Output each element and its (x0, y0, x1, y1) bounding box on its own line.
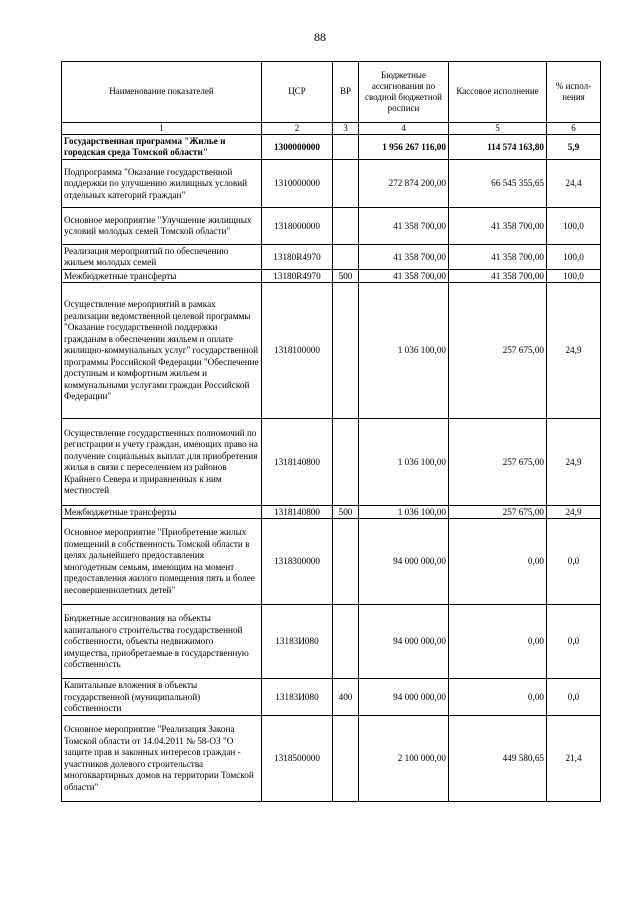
row-percent: 24,9 (547, 506, 601, 519)
row-csr: 1318140800 (262, 506, 333, 519)
row-name: Бюджетные ассигнования на объекты капитального строительства государственной собственности, объекты недвижимого имущества, приобретаемые в государственную собственность (62, 605, 262, 679)
row-csr: 13180R4970 (262, 245, 333, 270)
row-cash: 0,00 (449, 679, 547, 716)
row-cash: 66 545 355,65 (449, 160, 547, 208)
row-name: Осуществление мероприятий в рамках реализации ведомственной целевой программы "Оказание государственной поддержки гражданам в обеспечении жильем и оплате жилищно-коммунальных услуг" государственной программы Российской Федерации "Обеспечение доступным и комфортным жильем и коммунальными услугами граждан Российской Федерации" (62, 283, 262, 419)
budget-execution-table (61, 61, 601, 802)
row-budget: 2 100 000,00 (359, 716, 449, 802)
column-number: 5 (449, 123, 547, 135)
row-vr (333, 208, 359, 245)
row-vr (333, 605, 359, 679)
header-percent: % испол-нения (547, 62, 601, 123)
row-csr: 1318000000 (262, 208, 333, 245)
row-percent: 0,0 (547, 679, 601, 716)
header-row (62, 62, 601, 123)
column-number: 6 (547, 123, 601, 135)
row-percent: 100,0 (547, 270, 601, 283)
row-budget: 41 358 700,00 (359, 208, 449, 245)
row-vr: 500 (333, 270, 359, 283)
row-csr: 1318300000 (262, 519, 333, 605)
row-csr: 13180R4970 (262, 270, 333, 283)
row-budget: 272 874 200,00 (359, 160, 449, 208)
row-vr (333, 135, 359, 160)
row-percent: 24,9 (547, 283, 601, 419)
table-row (62, 245, 601, 270)
row-vr: 500 (333, 506, 359, 519)
table-row (62, 208, 601, 245)
row-csr: 1318100000 (262, 283, 333, 419)
row-budget: 1 956 267 116,00 (359, 135, 449, 160)
row-name: Межбюджетные трансферты (62, 506, 262, 519)
table-row (62, 716, 601, 802)
row-cash: 41 358 700,00 (449, 270, 547, 283)
row-cash: 449 580,65 (449, 716, 547, 802)
header-budget: Бюджетные ассигнования по сводной бюджетной росписи (359, 62, 449, 123)
row-budget: 41 358 700,00 (359, 270, 449, 283)
table-row (62, 519, 601, 605)
header-vr: ВР (333, 62, 359, 123)
row-name: Государственная программа "Жилье и городская среда Томской области" (62, 135, 262, 160)
row-vr (333, 283, 359, 419)
table-row (62, 419, 601, 506)
row-percent: 24,4 (547, 160, 601, 208)
row-name: Капитальные вложения в объекты государственной (муниципальной) собственности (62, 679, 262, 716)
table-row (62, 135, 601, 160)
column-number: 4 (359, 123, 449, 135)
row-vr (333, 245, 359, 270)
row-cash: 0,00 (449, 605, 547, 679)
row-cash: 41 358 700,00 (449, 208, 547, 245)
row-percent: 0,0 (547, 519, 601, 605)
row-cash: 257 675,00 (449, 283, 547, 419)
row-cash: 114 574 163,80 (449, 135, 547, 160)
row-name: Основное мероприятие "Улучшение жилищных условий молодых семей Томской области" (62, 208, 262, 245)
row-percent: 24,9 (547, 419, 601, 506)
page-number: 88 (314, 30, 326, 44)
row-name: Реализация мероприятий по обеспечению жильем молодых семей (62, 245, 262, 270)
row-csr: 1318500000 (262, 716, 333, 802)
row-budget: 1 036 100,00 (359, 283, 449, 419)
row-csr: 13183И080 (262, 605, 333, 679)
row-percent: 0,0 (547, 605, 601, 679)
row-percent: 100,0 (547, 208, 601, 245)
table-row (62, 679, 601, 716)
row-csr: 1300000000 (262, 135, 333, 160)
row-name: Основное мероприятие "Приобретение жилых помещений в собственность Томской области в целях дальнейшего предоставления многодетным семьям, имеющим на момент предоставления жилого помещения пять и более несовершеннолетних детей" (62, 519, 262, 605)
column-number: 2 (262, 123, 333, 135)
row-name: Основное мероприятие "Реализация Закона Томской области от 14.04.2011 № 58-ОЗ "О защите прав и законных интересов граждан - участников долевого строительства многоквартирных домов на территории Томской области" (62, 716, 262, 802)
column-number: 1 (62, 123, 262, 135)
header-csr: ЦСР (262, 62, 333, 123)
row-vr (333, 716, 359, 802)
row-vr (333, 160, 359, 208)
table-row (62, 160, 601, 208)
row-budget: 1 036 100,00 (359, 419, 449, 506)
table-row (62, 270, 601, 283)
row-csr: 1318140800 (262, 419, 333, 506)
header-name: Наименование показателей (62, 62, 262, 123)
row-budget: 41 358 700,00 (359, 245, 449, 270)
header-cash: Кассовое исполнение (449, 62, 547, 123)
row-cash: 0,00 (449, 519, 547, 605)
row-budget: 94 000 000,00 (359, 605, 449, 679)
row-name: Межбюджетные трансферты (62, 270, 262, 283)
row-percent: 21,4 (547, 716, 601, 802)
row-name: Подпрограмма "Оказание государственной поддержки по улучшению жилищных условий отдельных категорий граждан" (62, 160, 262, 208)
row-name: Осуществление государственных полномочий по регистрации и учету граждан, имеющих право на получение социальных выплат для приобретения жилья в связи с переселением из районов Крайнего Севера и приравненных к ним местностей (62, 419, 262, 506)
row-budget: 94 000 000,00 (359, 679, 449, 716)
row-csr: 13183И080 (262, 679, 333, 716)
row-budget: 94 000 000,00 (359, 519, 449, 605)
row-cash: 257 675,00 (449, 506, 547, 519)
row-cash: 41 358 700,00 (449, 245, 547, 270)
row-budget: 1 036 100,00 (359, 506, 449, 519)
row-csr: 1310000000 (262, 160, 333, 208)
table-row (62, 283, 601, 419)
row-vr (333, 419, 359, 506)
row-percent: 5,9 (547, 135, 601, 160)
column-number: 3 (333, 123, 359, 135)
row-vr (333, 519, 359, 605)
row-vr: 400 (333, 679, 359, 716)
column-number-row (62, 123, 601, 135)
table-row (62, 506, 601, 519)
row-percent: 100,0 (547, 245, 601, 270)
row-cash: 257 675,00 (449, 419, 547, 506)
table-row (62, 605, 601, 679)
